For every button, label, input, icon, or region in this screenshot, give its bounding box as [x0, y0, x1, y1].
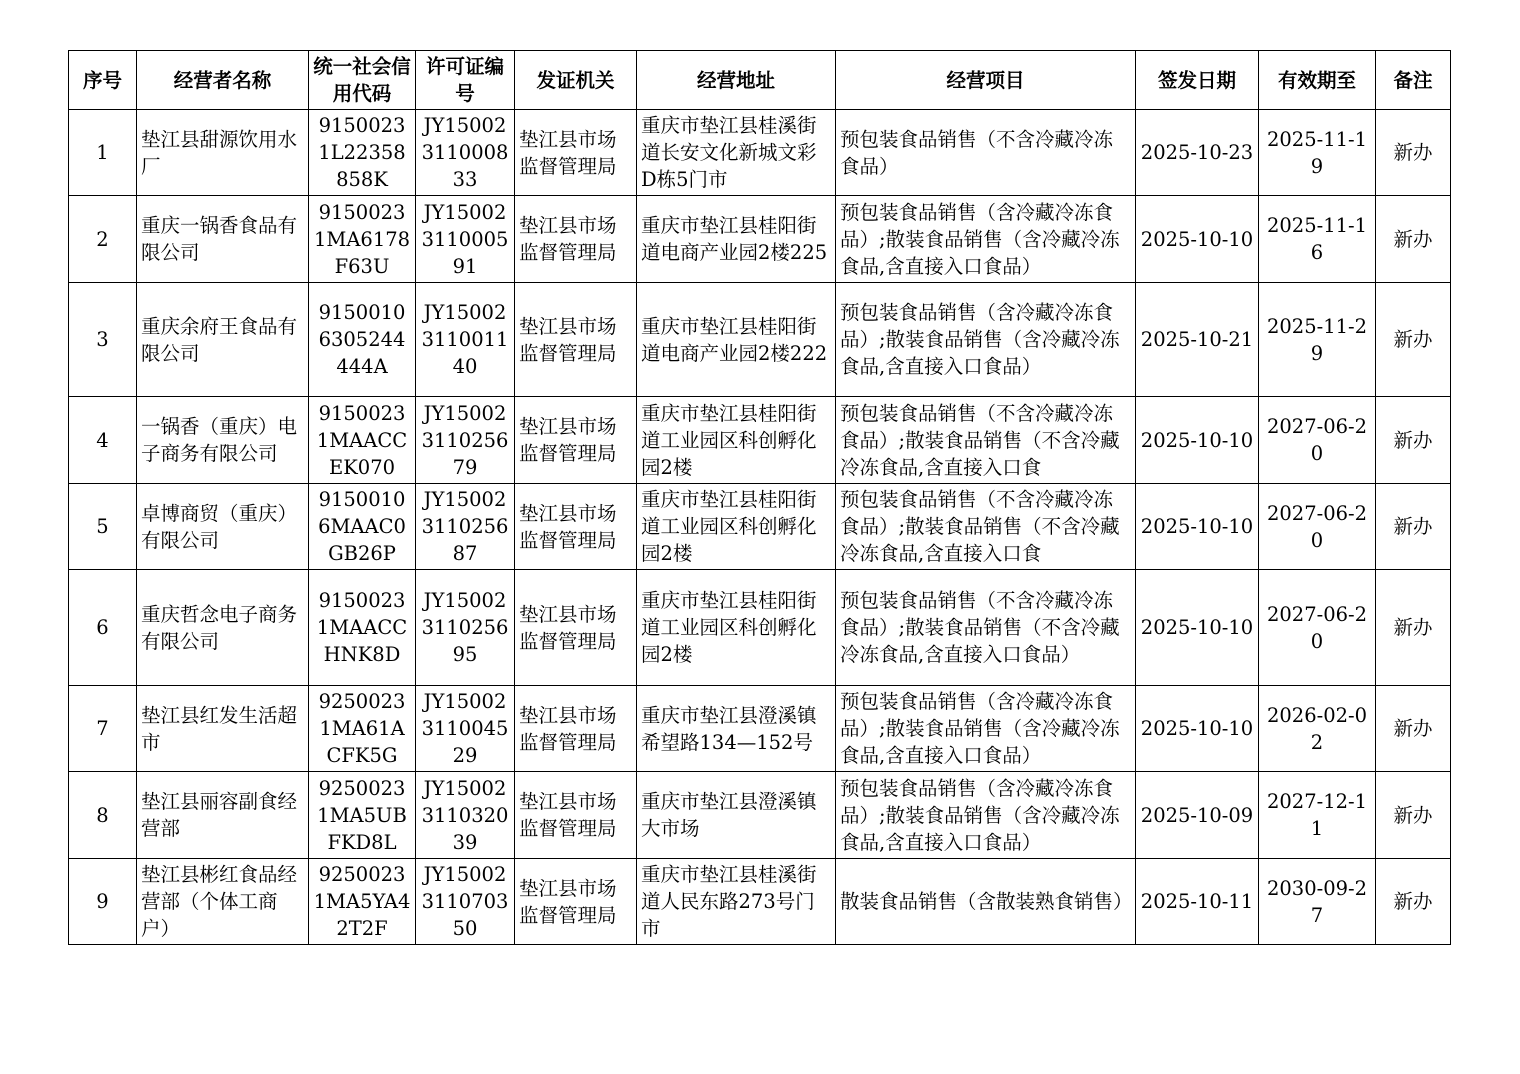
col-header-items: 经营项目 [836, 51, 1136, 110]
table-row [69, 110, 1451, 196]
cell-license: JY15002311001140 [416, 283, 515, 397]
cell-name: 一锅香（重庆）电子商务有限公司 [137, 397, 309, 484]
cell-name: 卓博商贸（重庆）有限公司 [137, 484, 309, 570]
cell-code: 91500231MA6178F63U [309, 196, 416, 283]
cell-issued: 2025-10-10 [1136, 196, 1259, 283]
cell-authority: 垫江县市场监督管理局 [515, 484, 637, 570]
cell-no: 4 [69, 397, 137, 484]
table-row [69, 484, 1451, 570]
cell-items-text: 预包装食品销售（不含冷藏冷冻食品）;散装食品销售（不含冷藏冷冻食品,含直接入口食 [840, 488, 1120, 565]
cell-authority: 垫江县市场监督管理局 [515, 570, 637, 686]
cell-authority: 垫江县市场监督管理局 [515, 397, 637, 484]
cell-no: 6 [69, 570, 137, 686]
cell-name: 重庆哲念电子商务有限公司 [137, 570, 309, 686]
table-row [69, 196, 1451, 283]
col-header-issued: 签发日期 [1136, 51, 1259, 110]
license-table [68, 50, 1451, 945]
col-header-name: 经营者名称 [137, 51, 309, 110]
cell-address: 重庆市垫江县桂溪街道长安文化新城文彩D栋5门市 [637, 110, 836, 196]
cell-issued: 2025-10-09 [1136, 772, 1259, 859]
cell-issued: 2025-10-10 [1136, 397, 1259, 484]
cell-issued: 2025-10-11 [1136, 859, 1259, 945]
cell-no: 5 [69, 484, 137, 570]
table-row [69, 283, 1451, 397]
cell-note: 新办 [1376, 196, 1451, 283]
cell-note: 新办 [1376, 283, 1451, 397]
cell-license: JY15002311032039 [416, 772, 515, 859]
cell-authority: 垫江县市场监督管理局 [515, 110, 637, 196]
cell-code: 92500231MA5UBFKD8L [309, 772, 416, 859]
cell-note: 新办 [1376, 772, 1451, 859]
table-row [69, 772, 1451, 859]
cell-address: 重庆市垫江县澄溪镇大市场 [637, 772, 836, 859]
cell-address: 重庆市垫江县桂阳街道电商产业园2楼225 [637, 196, 836, 283]
cell-license: JY15002311004529 [416, 686, 515, 772]
cell-items: 预包装食品销售（含冷藏冷冻食品）;散装食品销售（含冷藏冷冻食品,含直接入口食品） [836, 772, 1136, 859]
cell-items: 预包装食品销售（含冷藏冷冻食品）;散装食品销售（含冷藏冷冻食品,含直接入口食品） [836, 283, 1136, 397]
cell-expires: 2025-11-19 [1259, 110, 1376, 196]
col-header-authority: 发证机关 [515, 51, 637, 110]
cell-no: 9 [69, 859, 137, 945]
cell-name: 垫江县丽容副食经营部 [137, 772, 309, 859]
cell-issued: 2025-10-23 [1136, 110, 1259, 196]
cell-license: JY15002311025679 [416, 397, 515, 484]
cell-issued: 2025-10-21 [1136, 283, 1259, 397]
cell-issued: 2025-10-10 [1136, 686, 1259, 772]
cell-no: 2 [69, 196, 137, 283]
cell-code: 91500231L22358858K [309, 110, 416, 196]
cell-issued: 2025-10-10 [1136, 570, 1259, 686]
cell-items: 预包装食品销售（含冷藏冷冻食品）;散装食品销售（含冷藏冷冻食品,含直接入口食品） [836, 686, 1136, 772]
cell-expires: 2027-06-20 [1259, 570, 1376, 686]
cell-issued: 2025-10-10 [1136, 484, 1259, 570]
cell-license: JY15002311025695 [416, 570, 515, 686]
cell-code: 91500231MAACCEK070 [309, 397, 416, 484]
cell-authority: 垫江县市场监督管理局 [515, 772, 637, 859]
cell-note: 新办 [1376, 686, 1451, 772]
cell-expires: 2030-09-27 [1259, 859, 1376, 945]
cell-items: 预包装食品销售（不含冷藏冷冻食品）;散装食品销售（不含冷藏冷冻食品,含直接入口食品） [836, 570, 1136, 686]
cell-license: JY15002311000591 [416, 196, 515, 283]
cell-items: 预包装食品销售（不含冷藏冷冻食品） [836, 110, 1136, 196]
cell-code: 92500231MA5YA42T2F [309, 859, 416, 945]
header-row [69, 51, 1451, 110]
cell-address: 重庆市垫江县桂阳街道工业园区科创孵化园2楼 [637, 397, 836, 484]
col-header-code: 统一社会信用代码 [309, 51, 416, 110]
cell-name: 垫江县红发生活超市 [137, 686, 309, 772]
cell-note: 新办 [1376, 484, 1451, 570]
cell-items: 预包装食品销售（含冷藏冷冻食品）;散装食品销售（含冷藏冷冻食品,含直接入口食品） [836, 196, 1136, 283]
cell-items [836, 397, 1136, 484]
cell-address: 重庆市垫江县桂阳街道工业园区科创孵化园2楼 [637, 570, 836, 686]
table-row [69, 686, 1451, 772]
cell-address: 重庆市垫江县桂阳街道工业园区科创孵化园2楼 [637, 484, 836, 570]
cell-expires: 2025-11-16 [1259, 196, 1376, 283]
cell-note: 新办 [1376, 859, 1451, 945]
table-row [69, 397, 1451, 484]
cell-authority: 垫江县市场监督管理局 [515, 283, 637, 397]
cell-expires: 2027-12-11 [1259, 772, 1376, 859]
cell-code: 91500231MAACCHNK8D [309, 570, 416, 686]
cell-items-text: 预包装食品销售（不含冷藏冷冻食品）;散装食品销售（不含冷藏冷冻食品,含直接入口食 [840, 401, 1120, 479]
cell-code: 92500231MA61ACFK5G [309, 686, 416, 772]
cell-no: 7 [69, 686, 137, 772]
col-header-license: 许可证编号 [416, 51, 515, 110]
cell-address: 重庆市垫江县桂阳街道电商产业园2楼222 [637, 283, 836, 397]
cell-name: 垫江县甜源饮用水厂 [137, 110, 309, 196]
col-header-address: 经营地址 [637, 51, 836, 110]
cell-authority: 垫江县市场监督管理局 [515, 859, 637, 945]
table-row [69, 859, 1451, 945]
cell-note: 新办 [1376, 397, 1451, 484]
cell-name: 重庆一锅香食品有限公司 [137, 196, 309, 283]
cell-code: 91500106305244444A [309, 283, 416, 397]
cell-license: JY15002311070350 [416, 859, 515, 945]
cell-items: 散装食品销售（含散装熟食销售） [836, 859, 1136, 945]
cell-authority: 垫江县市场监督管理局 [515, 686, 637, 772]
col-header-note: 备注 [1376, 51, 1451, 110]
cell-license: JY15002311000833 [416, 110, 515, 196]
col-header-expires: 有效期至 [1259, 51, 1376, 110]
cell-address: 重庆市垫江县桂溪街道人民东路273号门市 [637, 859, 836, 945]
cell-expires: 2027-06-20 [1259, 397, 1376, 484]
cell-no: 1 [69, 110, 137, 196]
cell-license: JY15002311025687 [416, 484, 515, 570]
cell-note: 新办 [1376, 110, 1451, 196]
cell-expires: 2026-02-02 [1259, 686, 1376, 772]
cell-note: 新办 [1376, 570, 1451, 686]
cell-authority: 垫江县市场监督管理局 [515, 196, 637, 283]
cell-no: 3 [69, 283, 137, 397]
col-header-no: 序号 [69, 51, 137, 110]
cell-name: 重庆余府王食品有限公司 [137, 283, 309, 397]
cell-name: 垫江县彬红食品经营部（个体工商户） [137, 859, 309, 945]
cell-code: 91500106MAAC0GB26P [309, 484, 416, 570]
cell-expires: 2027-06-20 [1259, 484, 1376, 570]
cell-items [836, 484, 1136, 570]
table-row [69, 570, 1451, 686]
cell-no: 8 [69, 772, 137, 859]
cell-address: 重庆市垫江县澄溪镇希望路134—152号 [637, 686, 836, 772]
cell-expires: 2025-11-29 [1259, 283, 1376, 397]
